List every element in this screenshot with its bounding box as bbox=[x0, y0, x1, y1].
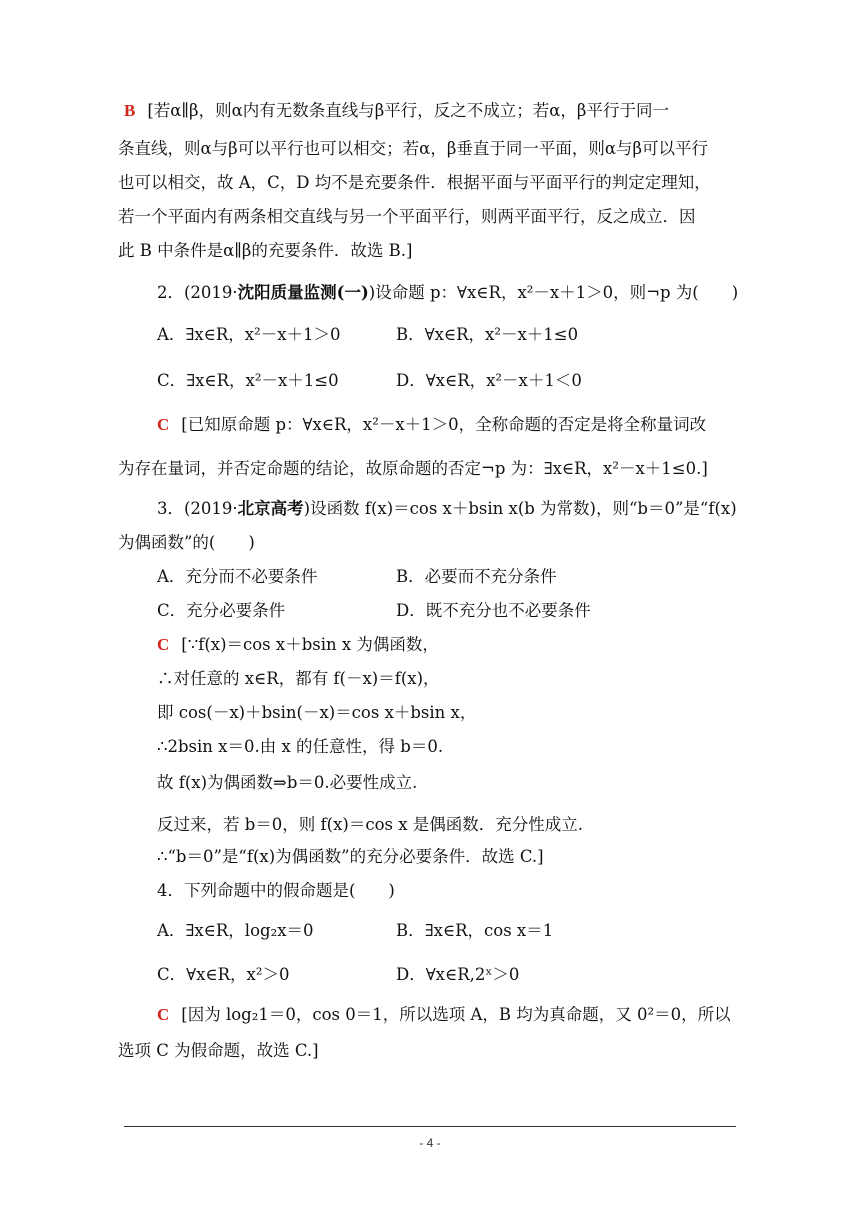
option-a: A．∃x∈R，x²－x＋1＞0 bbox=[157, 325, 341, 344]
question-2-stem bbox=[157, 282, 777, 304]
option-c: C．充分必要条件 bbox=[157, 601, 286, 620]
question-source: 北京高考 bbox=[237, 499, 304, 518]
solution-text: [∵f(x)＝cos x＋bsin x 为偶函数， bbox=[181, 635, 439, 654]
solution-line bbox=[124, 100, 744, 122]
option-d: D．∀x∈R，x²－x＋1＜0 bbox=[396, 371, 582, 390]
question-source: 沈阳质量监测(一) bbox=[237, 283, 369, 302]
option-b: B．∃x∈R，cos x＝1 bbox=[396, 921, 554, 940]
option-c: C．∀x∈R，x²＞0 bbox=[157, 965, 290, 984]
option-d: D．∀x∈R,2ˣ＞0 bbox=[396, 965, 520, 984]
answer-label: B bbox=[124, 101, 136, 120]
solution-line: 故 f(x)为偶函数⇒b＝0.必要性成立. bbox=[157, 773, 418, 792]
question-4-stem: 4．下列命题中的假命题是( ) bbox=[157, 881, 395, 900]
solution-text: [若α∥β，则α内有无数条直线与β平行，反之不成立；若α，β平行于同一 bbox=[147, 101, 669, 120]
solution-line: 反过来，若 b＝0，则 f(x)＝cos x 是偶函数．充分性成立. bbox=[157, 815, 584, 834]
solution-line: ∴“b＝0”是“f(x)为偶函数”的充分必要条件．故选 C.] bbox=[157, 847, 544, 866]
solution-line bbox=[157, 1004, 777, 1026]
question-number: 2．(2019· bbox=[157, 283, 238, 302]
solution-line: 条直线，则α与β可以平行也可以相交；若α，β垂直于同一平面，则α与β可以平行 bbox=[118, 139, 709, 158]
option-a: A．∃x∈R，log₂x＝0 bbox=[157, 921, 314, 940]
solution-text: [已知原命题 p：∀x∈R，x²－x＋1＞0，全称命题的否定是将全称量词改 bbox=[181, 415, 707, 434]
solution-line: 即 cos(－x)＋bsin(－x)＝cos x＋bsin x， bbox=[157, 703, 477, 722]
option-d: D．既不充分也不必要条件 bbox=[396, 601, 591, 620]
option-b: B．必要而不充分条件 bbox=[396, 567, 557, 586]
solution-line: ∴对任意的 x∈R，都有 f(－x)＝f(x)， bbox=[157, 669, 440, 688]
question-text: )设函数 f(x)＝cos x＋bsin x(b 为常数)，则“b＝0”是“f(x) bbox=[303, 499, 737, 518]
solution-line: 为存在量词，并否定命题的结论，故原命题的否定¬p 为：∃x∈R，x²－x＋1≤0.] bbox=[118, 459, 708, 478]
question-3-stem bbox=[157, 498, 777, 520]
answer-label: C bbox=[157, 415, 170, 434]
solution-text: [因为 log₂1＝0，cos 0＝1，所以选项 A，B 均为真命题，又 0²＝0，所以 bbox=[181, 1005, 731, 1024]
answer-label: C bbox=[157, 635, 170, 654]
option-c: C．∃x∈R，x²－x＋1≤0 bbox=[157, 371, 339, 390]
option-b: B．∀x∈R，x²－x＋1≤0 bbox=[396, 325, 579, 344]
option-a: A．充分而不必要条件 bbox=[157, 567, 318, 586]
page-number: - 4 - bbox=[419, 1136, 441, 1150]
solution-line: 此 B 中条件是α∥β的充要条件．故选 B.] bbox=[118, 241, 413, 260]
solution-line: 也可以相交，故 A，C，D 均不是充要条件．根据平面与平面平行的判定定理知， bbox=[118, 173, 711, 192]
solution-line: ∴2bsin x＝0.由 x 的任意性，得 b＝0. bbox=[157, 737, 444, 756]
question-text: )设命题 p：∀x∈R，x²－x＋1＞0，则¬p 为( ) bbox=[368, 283, 739, 302]
solution-line: 选项 C 为假命题，故选 C.] bbox=[118, 1041, 319, 1060]
solution-line bbox=[157, 414, 777, 436]
solution-line: 若一个平面内有两条相交直线与另一个平面平行，则两平面平行，反之成立．因 bbox=[118, 207, 696, 226]
footer-divider bbox=[124, 1126, 736, 1127]
answer-label: C bbox=[157, 1005, 170, 1024]
question-number: 3．(2019· bbox=[157, 499, 238, 518]
solution-line bbox=[157, 634, 777, 656]
question-3-stem-cont: 为偶函数”的( ) bbox=[118, 533, 255, 552]
